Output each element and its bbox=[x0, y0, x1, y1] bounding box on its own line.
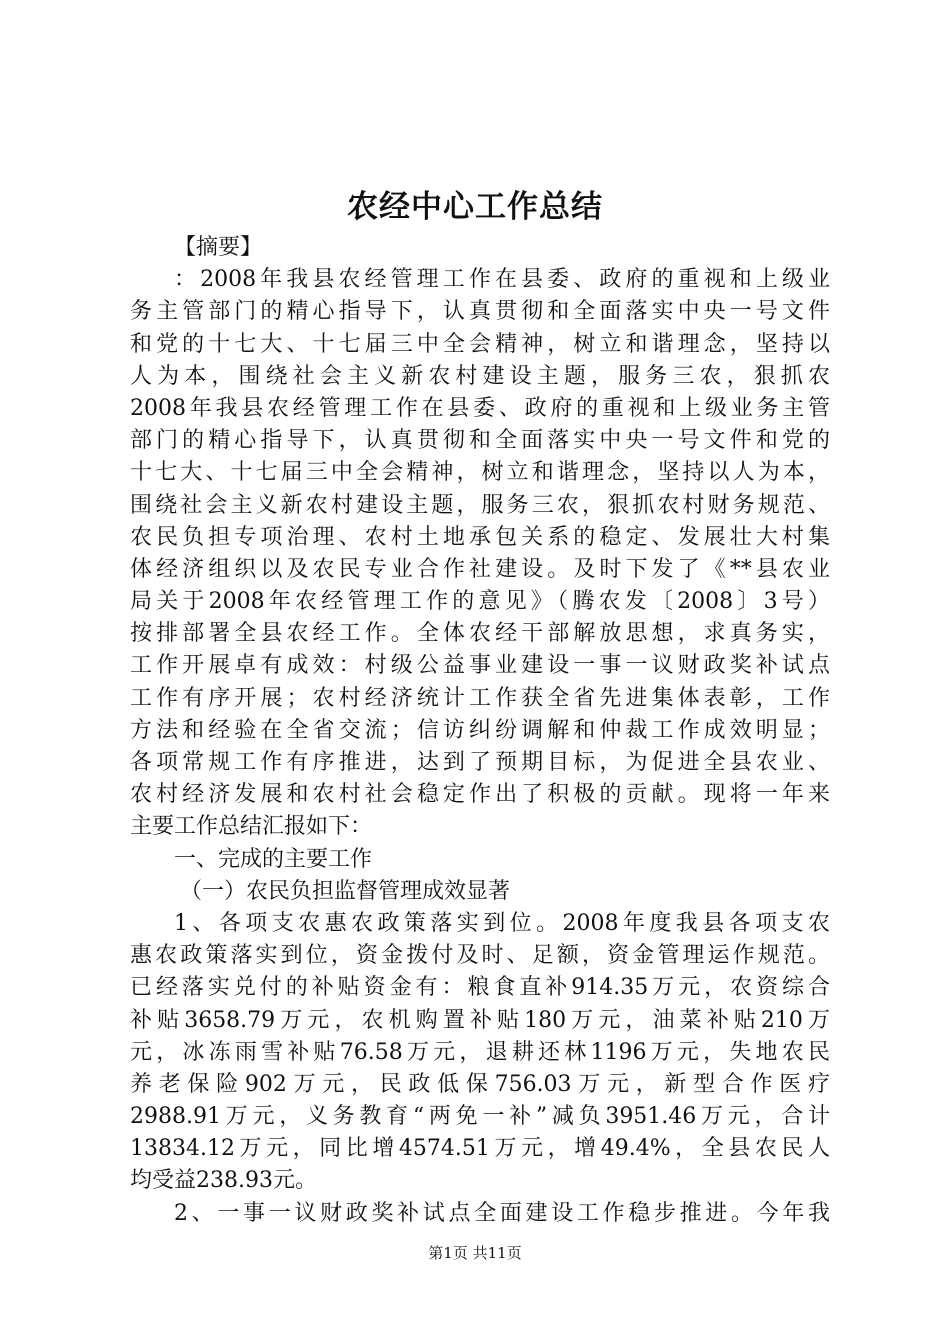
line-text: 体经济组织以及农民专业合作社建设。及时下发了《**县农业 bbox=[130, 556, 830, 582]
line-text: 十七大、十七届三中全会精神，树立和谐理念，坚持以人为本， bbox=[130, 460, 830, 486]
paragraph-line bbox=[130, 522, 830, 554]
paragraph-line bbox=[130, 747, 830, 779]
line-text: 人为本，围绕社会主义新农村建设主题，服务三农，狠抓农 bbox=[130, 363, 830, 389]
line-text: 2008年我县农经管理工作在县委、政府的重视和上级业务主管 bbox=[130, 395, 830, 421]
paragraph-line bbox=[130, 715, 830, 747]
line-text: 主要工作总结汇报如下： bbox=[130, 814, 373, 840]
line-text: 按排部署全县农经工作。全体农经干部解放思想，求真务实， bbox=[130, 621, 830, 647]
line-text: 和党的十七大、十七届三中全会精神，树立和谐理念，坚持以 bbox=[130, 331, 830, 357]
line-text: 围绕社会主义新农村建设主题，服务三农，狠抓农村财务规范、 bbox=[130, 492, 830, 518]
line-text: 各项常规工作有序推进，达到了预期目标，为促进全县农业、 bbox=[130, 750, 830, 775]
paragraph-line bbox=[130, 908, 830, 940]
line-text: 工作有序开展；农村经济统计工作获全省先进集体表彰，工作 bbox=[130, 685, 830, 711]
paragraph-line bbox=[130, 586, 830, 618]
line-text: ：2008年我县农经管理工作在县委、政府的重视和上级业 bbox=[174, 267, 830, 293]
paragraph-line bbox=[130, 393, 830, 425]
paragraph-line bbox=[130, 329, 830, 361]
line-text: 13834.12万元，同比增4574.51万元，增49.4%，全县农民人 bbox=[130, 1136, 830, 1162]
line-text: 农村经济发展和农村社会稳定作出了积极的贡献。现将一年来 bbox=[130, 782, 830, 808]
line-text: 2、一事一议财政奖补试点全面建设工作稳步推进。今年我 bbox=[174, 1200, 830, 1226]
paragraph-line bbox=[130, 683, 830, 715]
paragraph-line bbox=[130, 940, 830, 972]
line-text: 1、各项支农惠农政策落实到位。2008年度我县各项支农 bbox=[174, 910, 830, 936]
paragraph-line bbox=[130, 425, 830, 457]
line-text: 元，冰冻雨雪补贴76.58万元，退耕还林1196万元，失地农民 bbox=[130, 1039, 830, 1065]
paragraph-line bbox=[130, 844, 830, 876]
line-text: 2988.91万元，义务教育“两免一补”减负3951.46万元，合计 bbox=[130, 1104, 830, 1130]
line-text: 务主管部门的精心指导下，认真贯彻和全面落实中央一号文件 bbox=[130, 299, 830, 325]
line-text: 工作开展卓有成效：村级公益事业建设一事一议财政奖补试点 bbox=[130, 653, 830, 679]
document-body bbox=[130, 232, 830, 1230]
line-text: 部门的精心指导下，认真贯彻和全面落实中央一号文件和党的 bbox=[130, 428, 830, 454]
paragraph-line bbox=[130, 1069, 830, 1101]
paragraph-line bbox=[130, 1101, 830, 1133]
line-text: （一）农民负担监督管理成效显著 bbox=[180, 878, 511, 904]
paragraph-line bbox=[130, 1165, 830, 1197]
line-text: 方法和经验在全省交流；信访纠纷调解和仲裁工作成效明显； bbox=[130, 717, 830, 743]
paragraph-line bbox=[130, 232, 830, 264]
line-text: 惠农政策落实到位，资金拨付及时、足额，资金管理运作规范。 bbox=[130, 943, 830, 969]
paragraph-line bbox=[130, 264, 830, 296]
page-title: 农经中心工作总结 bbox=[347, 189, 603, 225]
page-footer: 第1页 共11页 bbox=[428, 1244, 522, 1262]
line-text: 已经落实兑付的补贴资金有：粮食直补914.35万元，农资综合 bbox=[130, 975, 830, 1001]
line-text: 一、完成的主要工作 bbox=[174, 846, 373, 872]
paragraph-line bbox=[130, 811, 830, 843]
line-text: 补贴3658.79万元，农机购置补贴180万元，油菜补贴210万 bbox=[130, 1007, 830, 1033]
paragraph-line bbox=[130, 779, 830, 811]
paragraph-line bbox=[130, 554, 830, 586]
line-text: 农民负担专项治理、农村土地承包关系的稳定、发展壮大村集 bbox=[130, 524, 830, 550]
paragraph-line bbox=[130, 876, 830, 908]
paragraph-line bbox=[130, 1133, 830, 1165]
paragraph-line bbox=[130, 1005, 830, 1037]
paragraph-line bbox=[130, 361, 830, 393]
paragraph-line bbox=[130, 457, 830, 489]
paragraph-line bbox=[130, 1037, 830, 1069]
paragraph-line bbox=[130, 618, 830, 650]
paragraph-line bbox=[130, 1198, 830, 1230]
line-text: 局关于2008年农经管理工作的意见》（腾农发〔2008〕3号） bbox=[130, 589, 830, 615]
line-text: 均受益238.93元。 bbox=[130, 1168, 317, 1194]
line-text: 养老保险902万元，民政低保756.03万元，新型合作医疗 bbox=[130, 1071, 830, 1097]
paragraph-line bbox=[130, 650, 830, 682]
line-text: 【摘要】 bbox=[174, 235, 263, 260]
paragraph-line bbox=[130, 296, 830, 328]
paragraph-line bbox=[130, 972, 830, 1004]
paragraph-line bbox=[130, 490, 830, 522]
